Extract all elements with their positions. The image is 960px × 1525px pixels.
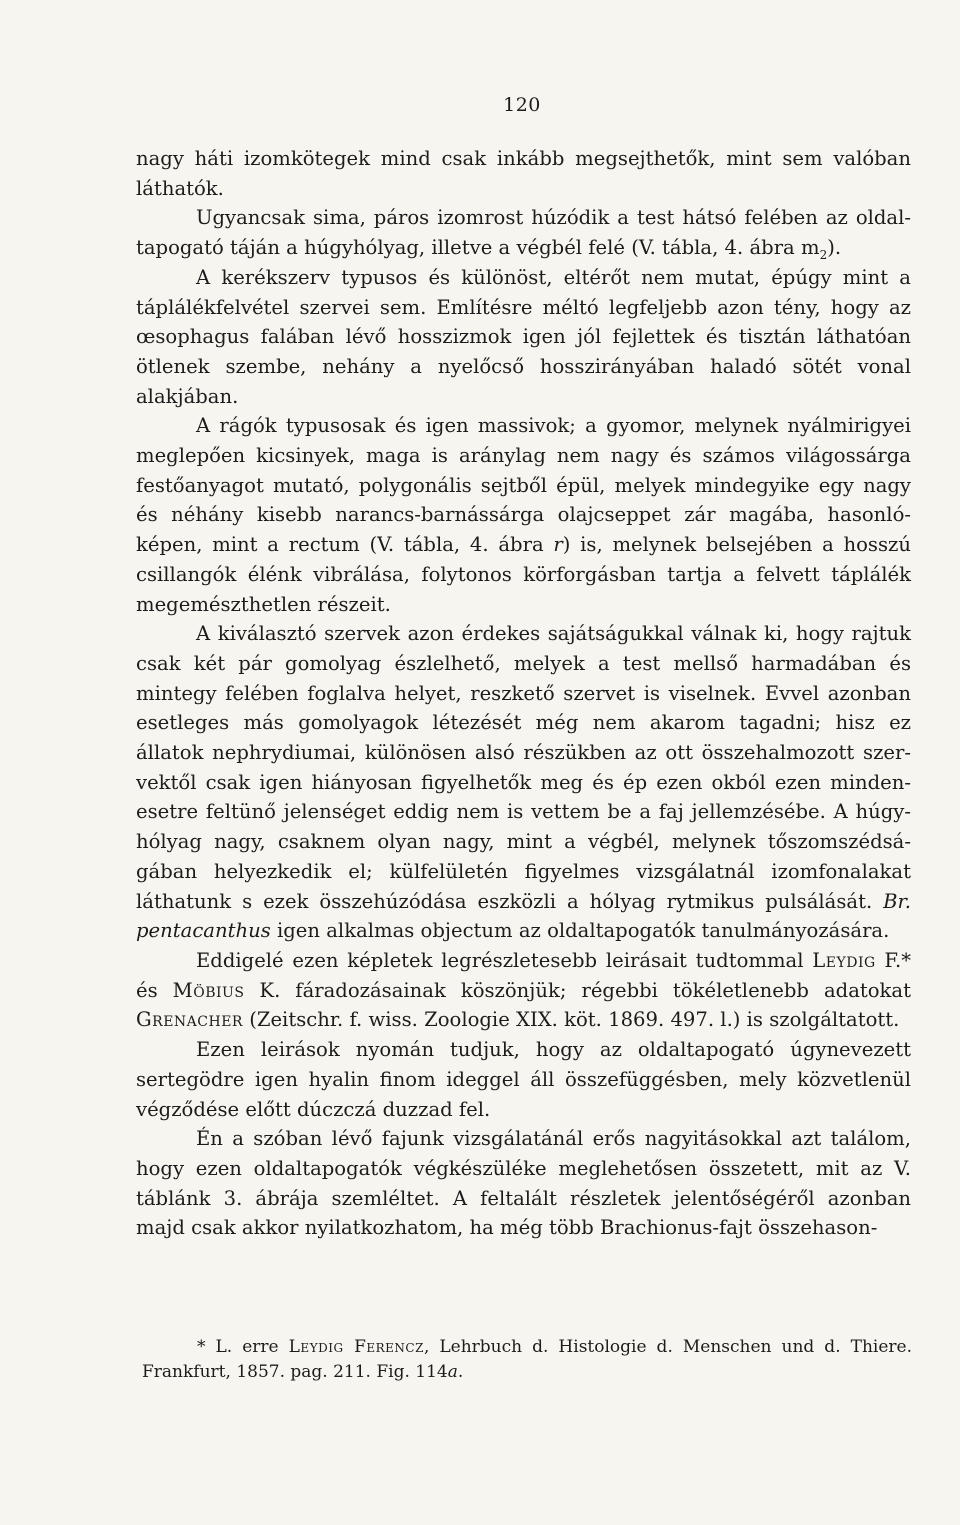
footnote-marker: * L. erre <box>197 1337 289 1357</box>
paragraph-1: nagy háti izomkötegek mind csak inkább megsejthetők, mint sem valóban láthatók. <box>136 147 911 200</box>
footnote-text <box>142 1335 912 1385</box>
subscript-2: 2 <box>819 248 828 263</box>
paragraph-2-text: Ugyancsak sima, páros izomrost húzódik a test hátsó felében az oldaltapogató táján a húgyhólyag, illetve a végbél felé (V. tábla, 4. ábra m <box>136 206 911 260</box>
paragraph-6-text-a: Eddigelé ezen képletek legrészletesebb leirásait tudtommal <box>196 948 813 972</box>
author-mobius: Möbius <box>172 978 245 1002</box>
author-leydig: Leydig <box>812 948 876 972</box>
footnote-end: . <box>457 1362 464 1382</box>
paragraph-3: A kerékszerv typusos és különöst, eltérőt nem mutat, épúgy mint a táplálékfelvétel szervei sem. Említésre méltó legfeljebb azon tény, hogy az œsophagus falában lévő hosszizmok igen jól fejlettek és tisztán láthatóan ötlenek szembe, nehány a nyelőcső hosszirányában haladó sötét vonal alakjában. <box>136 265 911 408</box>
paragraph-6-text-d: (Zeitschr. f. wiss. Zoologie XIX. köt. 1869. 497. l.) is szolgáltatott. <box>242 1008 900 1032</box>
figure-label-r: r <box>553 533 563 557</box>
paragraph-5-text: A kiválasztó szervek azon érdekes sajátságukkal válnak ki, hogy rajtuk csak két pár gomolyag észlelhető, melyek a test mellső harmadában és mintegy felében foglalva helyet, reszkető szervet is viselnek. Evvel azonban esetleges más gomolyagok létezését még nem akarom tagadni; hisz ez állatok nephrydiumai, különösen alsó részükben az ott összehalmozott szervektől csak igen hiányosan figyelhetők meg és ép ezen okból ezen mindenesetre feltünő jelenséget eddig nem is vettem be a faj jellemzésébe. A húgyhólyag nagy, csaknem olyan nagy, mint a végbél, melynek tőszomszédságában helyezkedik el; külfelületén figyelmes vizsgálatnál izomfonalakat láthatunk s ezek összehúzódása eszközli a hólyag rytmikus pulsálását. <box>136 622 911 913</box>
paragraph-8: Én a szóban lévő fajunk vizsgálatánál erős nagyitásokkal azt találom, hogy ezen oldaltapogatók végkészüléke meglehetősen összetett, mit az V. táblánk 3. ábrája szemléltet. A feltalált részletek jelentőségéről azonban majd csak akkor nyilatkozhatom, ha még több Brachionus-fajt összehason- <box>136 1127 911 1240</box>
footnote-author: Leydig Ferencz <box>288 1337 424 1357</box>
author-grenacher: Grenacher <box>136 1008 243 1032</box>
paragraph-6-text-b: F.* és <box>136 948 911 1002</box>
paragraph-4 <box>136 411 911 619</box>
species-name: Br. pentacanthus <box>136 889 911 943</box>
footnote-fig-letter: a <box>447 1362 458 1382</box>
body-text <box>136 144 911 1243</box>
paragraph-5-end: igen alkalmas objectum az oldaltapogatók tanulmányozására. <box>270 919 890 943</box>
paragraph-4-end: ) is, melynek belsejében a hosszú csillangók élénk vibrálása, folytonos körforgásban tartja a felvett táplálék megemészthetlen részeit. <box>136 533 911 616</box>
footnote <box>142 1335 912 1385</box>
paragraph-6-text-c: K. fáradozásainak köszönjük; régebbi tökéletlenebb adatokat <box>244 978 911 1002</box>
paragraph-6 <box>136 946 911 1035</box>
paragraph-2 <box>136 203 911 262</box>
page-number: 120 <box>503 94 541 116</box>
paragraph-5 <box>136 619 911 946</box>
paragraph-2-end: ). <box>827 236 842 260</box>
footnote-citation: , Lehrbuch d. Histologie d. Menschen und d. Thiere. Frankfurt, 1857. pag. 211. Fig. 114 <box>142 1337 912 1382</box>
paragraph-7: Ezen leirások nyomán tudjuk, hogy az oldaltapogató úgynevezett sertegödre igen hyalin finom ideggel áll összefüggésben, mely közvetlenül végződése előtt dúczczá duzzad fel. <box>136 1038 911 1121</box>
paragraph-4-text: A rágók typusosak és igen massivok; a gyomor, melynek nyálmirigyei meglepően kicsinyek, maga is aránylag nem nagy és számos világossárga festőanyagot mutató, polygonális sejtből épül, melyek mindegyike egy nagy és néhány kisebb narancs-barnássárga olajcseppet zár magába, hasonlóképen, mint a rectum (V. tábla, 4. ábra <box>136 414 911 557</box>
